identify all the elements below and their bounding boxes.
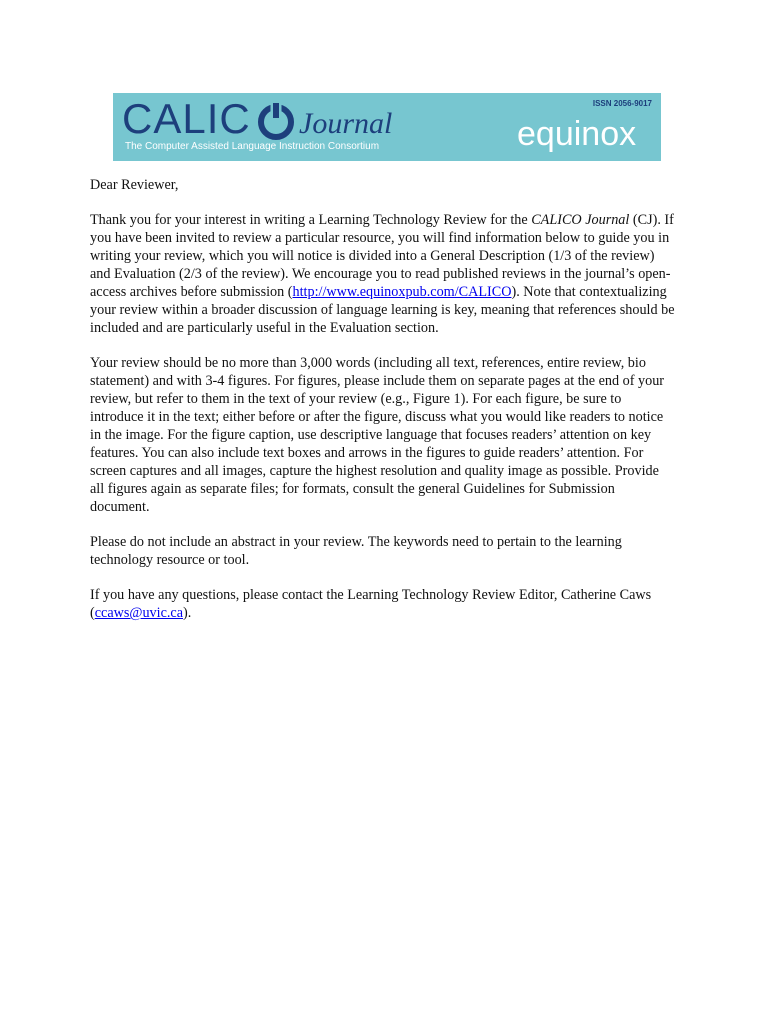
journal-wordmark: Journal: [299, 107, 393, 140]
intro-text-start: Thank you for your interest in writing a Learning Technology Review for the: [90, 212, 532, 228]
calico-journal-banner: [113, 93, 661, 161]
abstract-keywords-paragraph: Please do not include an abstract in your review. The keywords need to pertain to the learning technology resource or tool.: [90, 534, 622, 568]
intro-text-middle: (CJ). If you have been invited to review a particular resource, you will find information below to guide you in writing your review, which you will notice is divided into a General Description (1/3 of the review) and Evaluation (2/3 of the review). We encourage you to read published reviews in the journal’s open-access archives before submission (: [90, 212, 674, 300]
consortium-subtitle: The Computer Assisted Language Instruction Consortium: [125, 141, 380, 152]
editor-email-link[interactable]: ccaws@uvic.ca: [94, 605, 184, 621]
power-symbol-icon: [255, 99, 297, 141]
intro-text-end: ). Note that contextualizing your review within a broader discussion of language learning is key, meaning that references should be included and are particularly useful in the Evaluation section.: [90, 284, 675, 336]
letter-salutation: Dear Reviewer,: [90, 177, 179, 193]
contact-paragraph: [90, 586, 676, 622]
length-figures-paragraph: Your review should be no more than 3,000 words (including all text, references, entire review, bio statement) and with 3-4 figures. For figures, please include them on separate pages at the end of your review, but refer to them in the text of your review (e.g., Figure 1). For each figure, be sure to introduce it in the text; either before or after the figure, discuss what you would like readers to notice in the image. For the figure caption, use descriptive language that focuses readers’ attention on key features. You can also include text boxes and arrows in the figures to guide readers’ attention. For screen captures and all images, capture the highest resolution and quality image as possible. Provide all figures again as separate files; for formats, consult the general Guidelines for Submission document.: [90, 355, 665, 515]
journal-name: CALICO Journal: [531, 212, 630, 228]
calico-logo-text: CALIC: [122, 95, 251, 142]
contact-text-end: ).: [183, 605, 192, 621]
equinox-logo-text: equinox: [517, 117, 637, 153]
intro-paragraph: [90, 211, 676, 337]
archive-link[interactable]: http://www.equinoxpub.com/CALICO: [292, 284, 512, 300]
contact-text-start: If you have any questions, please contact the Learning Technology Review Editor, Catherine Caws (: [90, 587, 652, 621]
reviewer-letter: [90, 176, 676, 639]
issn-label: ISSN 2056-9017: [592, 99, 652, 108]
equinox-logo: [517, 117, 653, 157]
